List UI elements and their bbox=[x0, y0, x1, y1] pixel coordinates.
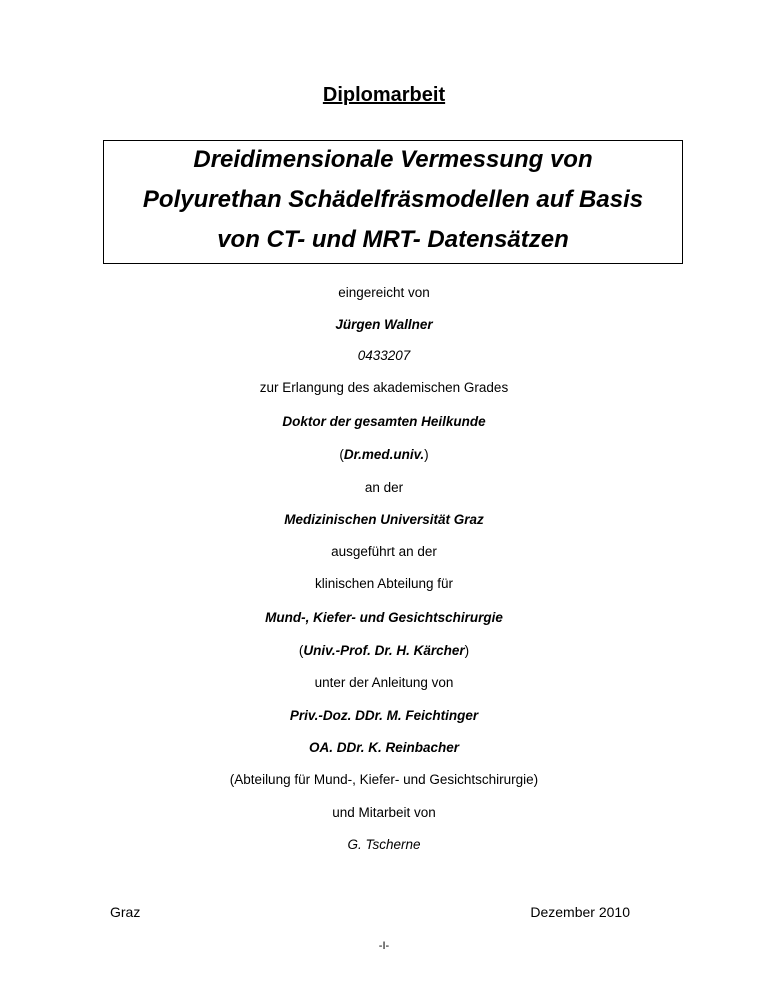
title-line-2: Polyurethan Schädelfräsmodellen auf Basis bbox=[142, 186, 644, 213]
page-number: -I- bbox=[378, 940, 390, 952]
author-name: Jürgen Wallner bbox=[335, 317, 433, 332]
department-intro: klinischen Abteilung für bbox=[314, 576, 454, 591]
collaborator-name: G. Tscherne bbox=[347, 837, 421, 852]
degree-name: Doktor der gesamten Heilkunde bbox=[282, 414, 486, 429]
department-head bbox=[0, 643, 768, 659]
degree-abbrev-text: Dr.med.univ. bbox=[343, 447, 425, 462]
head-name: Univ.-Prof. Dr. H. Kärcher bbox=[303, 643, 465, 658]
title-line-1: Dreidimensionale Vermessung von bbox=[193, 146, 593, 173]
degree-abbrev-close: ) bbox=[424, 447, 429, 462]
collaboration-intro: und Mitarbeit von bbox=[332, 805, 436, 820]
supervisor-2: OA. DDr. K. Reinbacher bbox=[308, 740, 460, 755]
date: Dezember 2010 bbox=[530, 904, 630, 920]
university-name: Medizinischen Universität Graz bbox=[284, 512, 484, 527]
degree-abbrev-open: ( bbox=[339, 447, 344, 462]
supervisor-1: Priv.-Doz. DDr. M. Feichtinger bbox=[289, 708, 479, 723]
performed-at-label: ausgeführt an der bbox=[331, 544, 437, 559]
degree-abbreviation bbox=[0, 447, 768, 463]
city: Graz bbox=[110, 904, 141, 920]
supervision-intro: unter der Anleitung von bbox=[314, 675, 454, 690]
supervisor-department: (Abteilung für Mund-, Kiefer- und Gesichtschirurgie) bbox=[229, 772, 539, 787]
department-name: Mund-, Kiefer- und Gesichtschirurgie bbox=[265, 610, 503, 625]
degree-intro: zur Erlangung des akademischen Grades bbox=[259, 380, 509, 395]
title-box bbox=[103, 140, 683, 264]
head-close: ) bbox=[464, 643, 470, 658]
student-id: 0433207 bbox=[357, 348, 411, 363]
document-type-heading: Diplomarbeit bbox=[322, 84, 446, 106]
title-line-3: von CT- und MRT- Datensätzen bbox=[217, 226, 569, 253]
at-label: an der bbox=[364, 480, 404, 495]
submitted-by-label: eingereicht von bbox=[338, 285, 430, 300]
head-open: ( bbox=[298, 643, 304, 658]
